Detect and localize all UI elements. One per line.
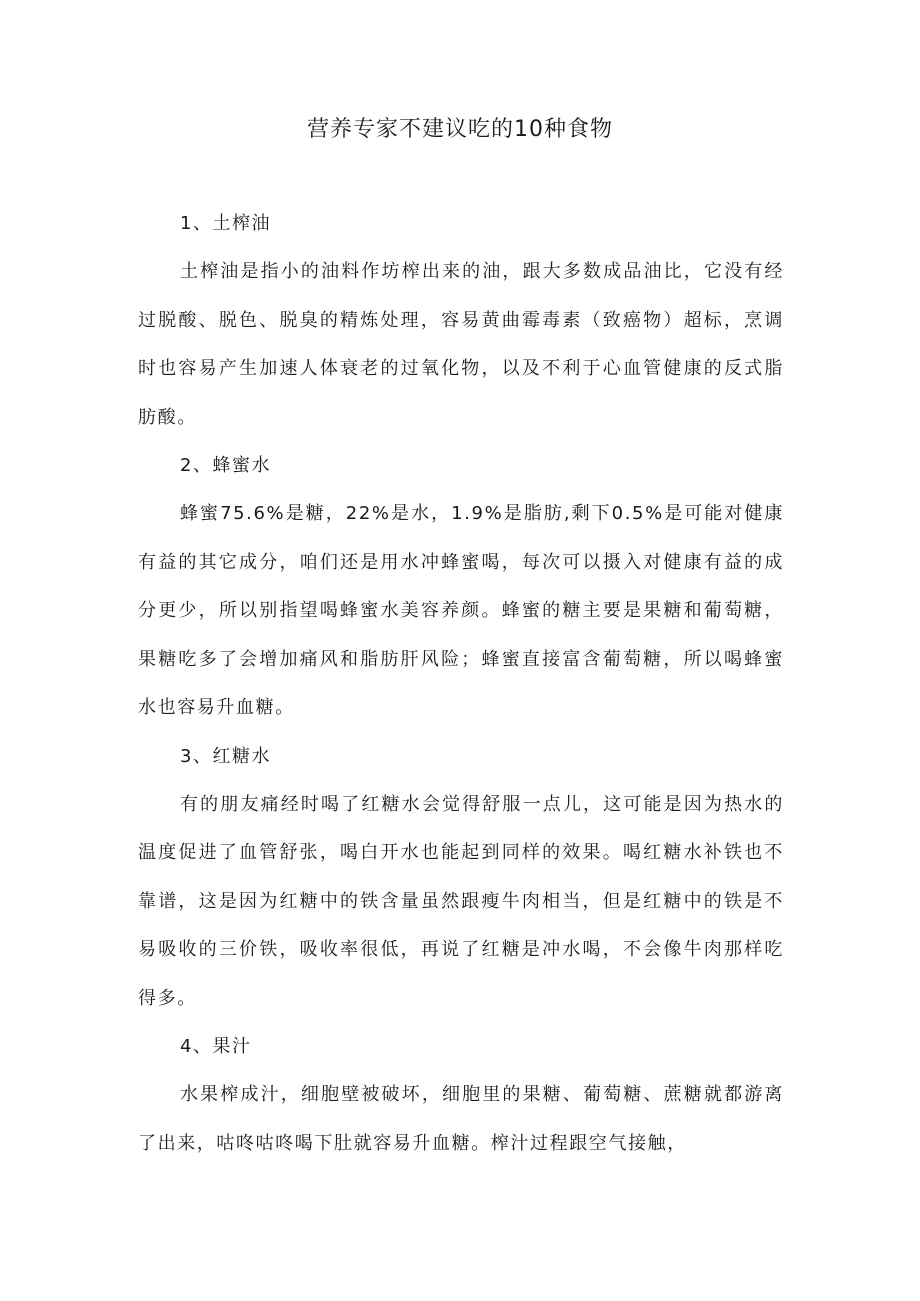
section-heading: 1、土榨油 <box>180 213 271 234</box>
section-heading: 3、红糖水 <box>180 745 271 767</box>
section-paragraph: 土榨油是指小的油料作坊榨出来的油，跟大多数成品油比，它没有经过脱酸、脱色、脱臭的精炼处理，容易黄曲霉毒素（致癌物）超标，烹调时也容易产生加速人体衰老的过氧化物，以及不利于心血管健康的反式脂肪酸。 <box>138 261 784 428</box>
section-heading: 4、果汁 <box>180 1036 252 1057</box>
section-paragraph: 有的朋友痛经时喝了红糖水会觉得舒服一点儿，这可能是因为热水的温度促进了血管舒张，喝白开水也能起到同样的效果。喝红糖水补铁也不靠谱，这是因为红糖中的铁含量虽然跟瘦牛肉相当，但是红糖中的铁是不易吸收的三价铁，吸收率很低，再说了红糖是冲水喝，不会像牛肉那样吃得多。 <box>138 793 784 1009</box>
section-hong-tang-shui <box>138 733 784 1024</box>
section-tu-zha-you <box>138 200 784 442</box>
section-paragraph: 水果榨成汁，细胞壁被破坏，细胞里的果糖、葡萄糖、蔗糖就都游离了出来，咕咚咕咚喝下肚就容易升血糖。榨汁过程跟空气接触， <box>138 1084 784 1154</box>
document-body <box>138 200 784 1168</box>
document-title: 营养专家不建议吃的10种食物 <box>307 117 613 142</box>
section-feng-mi-shui <box>138 442 784 733</box>
section-guo-zhi <box>138 1023 784 1168</box>
section-paragraph: 蜂蜜75.6%是糖，22%是水，1.9%是脂肪,剩下0.5%是可能对健康有益的其它成分，咱们还是用水冲蜂蜜喝，每次可以摄入对健康有益的成分更少，所以别指望喝蜂蜜水美容养颜。蜂蜜的糖主要是果糖和葡萄糖，果糖吃多了会增加痛风和脂肪肝风险；蜂蜜直接富含葡萄糖，所以喝蜂蜜水也容易升血糖。 <box>138 503 784 718</box>
section-heading: 2、蜂蜜水 <box>180 455 271 476</box>
